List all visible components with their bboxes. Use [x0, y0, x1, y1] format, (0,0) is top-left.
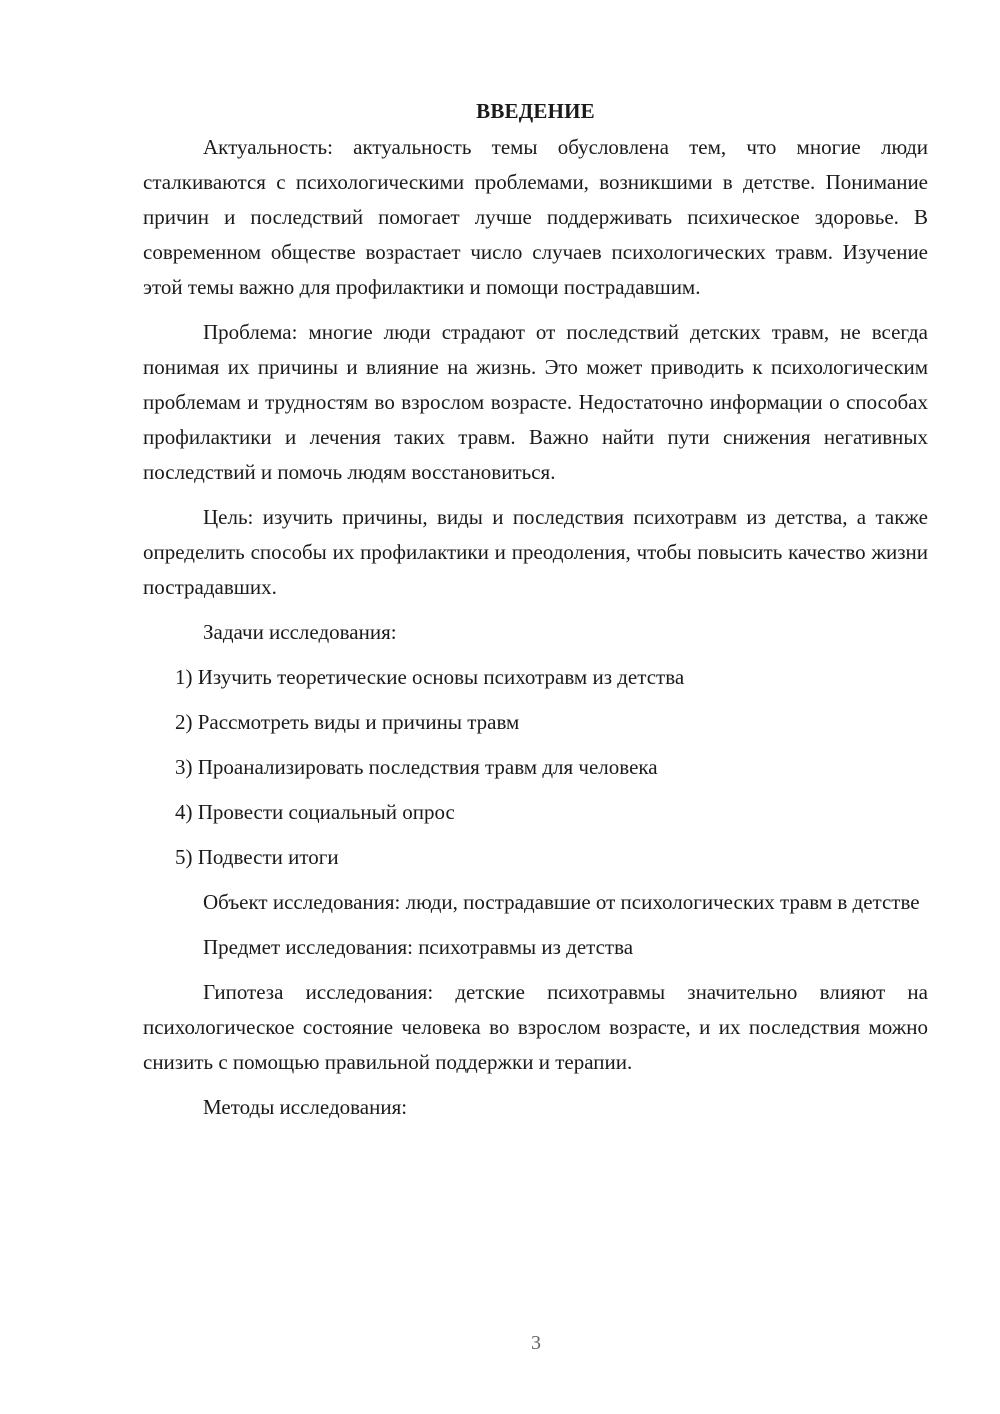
list-item-task-2: 2) Рассмотреть виды и причины травм	[175, 710, 520, 734]
tasks-list	[143, 660, 928, 875]
methods-heading: Методы исследования:	[203, 1095, 408, 1119]
paragraph-goal: Цель: изучить причины, виды и последствия психотравм из детства, а также определить способы их профилактики и преодоления, чтобы повысить качество жизни пострадавших.	[143, 505, 928, 599]
tasks-heading: Задачи исследования:	[203, 620, 397, 644]
list-item-task-1: 1) Изучить теоретические основы психотравм из детства	[175, 665, 685, 689]
page-content	[143, 94, 928, 1125]
page-title: ВВЕДЕНИЕ	[476, 99, 595, 123]
paragraph-object: Объект исследования: люди, пострадавшие от психологических травм в детстве	[203, 890, 920, 914]
list-item-task-4: 4) Провести социальный опрос	[175, 800, 455, 824]
paragraph-relevance: Актуальность: актуальность темы обусловлена тем, что многие люди сталкиваются с психологическими проблемами, возникшими в детстве. Понимание причин и последствий помогает лучше поддерживать психическое здоровье. В современном обществе возрастает число случаев психологических травм. Изучение этой темы важно для профилактики и помощи пострадавшим.	[143, 135, 928, 299]
paragraph-problem: Проблема: многие люди страдают от последствий детских травм, не всегда понимая их причины и влияние на жизнь. Это может приводить к психологическим проблемам и трудностям во взрослом возрасте. Недостаточно информации о способах профилактики и лечения таких травм. Важно найти пути снижения негативных последствий и помочь людям восстановиться.	[143, 320, 928, 484]
list-item-task-3: 3) Проанализировать последствия травм для человека	[175, 755, 658, 779]
paragraph-subject: Предмет исследования: психотравмы из детства	[203, 935, 634, 959]
list-item-task-5: 5) Подвести итоги	[175, 845, 339, 869]
paragraph-hypothesis: Гипотеза исследования: детские психотравмы значительно влияют на психологическое состояние человека во взрослом возрасте, и их последствия можно снизить с помощью правильной поддержки и терапии.	[143, 980, 928, 1074]
page-number: 3	[531, 1332, 541, 1354]
